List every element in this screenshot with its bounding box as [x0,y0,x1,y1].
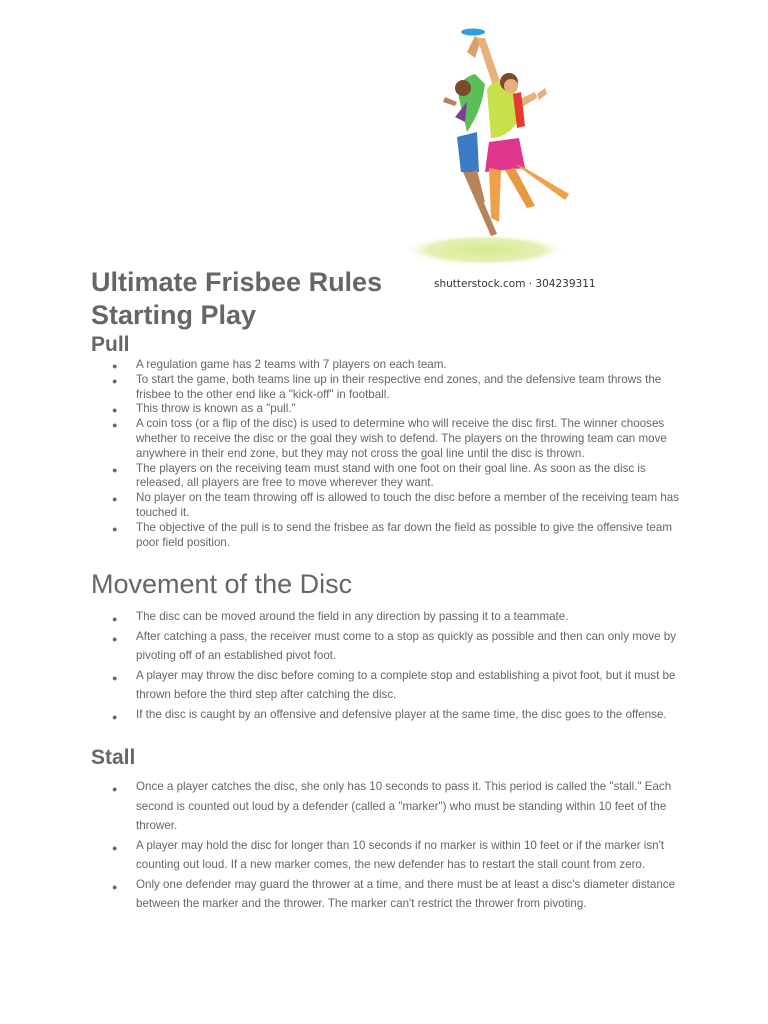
list-item: ● The objective of the pull is to send the frisbee as far down the field as possible to give the offensive team poor field position. [112,520,672,549]
bullet: ● [112,711,118,722]
movement-rules-list [110,607,685,724]
page-title: Ultimate Frisbee Rules [91,267,383,297]
list-item: ● A player may throw the disc before coming to a complete stop and establishing a pivot foot, but it must be thrown before the third step after catching the disc. [112,668,676,701]
list-item: ● If the disc is caught by an offensive and defensive player at the same time, the disc goes to the offense. [110,705,685,725]
bullet: ● [112,784,118,794]
bullet: ● [112,361,118,371]
list-item: ● A player may hold the disc for longer than 10 seconds if no marker is within 10 feet or if the marker isn't counting out loud. If a new marker comes, the new defender has to restart the stall count from zero. [112,838,665,871]
bullet: ● [112,523,118,534]
bullet: ● [112,672,118,683]
bullet: ● [112,375,118,386]
list-item: ● This throw is known as a "pull." [110,402,685,417]
list-item: ● The players on the receiving team must stand with one foot on their goal line. As soon as the disc is released, all players are free to move wherever they want. [112,461,646,490]
section-heading-movement: Movement of the Disc [91,569,353,599]
section-heading-starting-play: Starting Play [91,300,257,330]
list-item: ● Only one defender may guard the thrower at a time, and there must be at least a disc's diameter distance between the marker and the thrower. The marker can't restrict the thrower from pivoting. [112,877,676,910]
pull-rules-list [110,358,685,550]
list-item: ● To start the game, both teams line up in their respective end zones, and the defensive team throws the frisbee to the other end like a "kick-off" in football. [112,372,662,401]
bullet: ● [112,494,118,505]
bullet: ● [112,464,118,475]
list-item: ● A coin toss (or a flip of the disc) is used to determine who will receive the disc first. The winner chooses whether to receive the disc or the goal they wish to defend. The players on the throwing team can move anywhere in their end zone, but they may not cross the goal line until the disc is thrown. [112,417,667,460]
list-item: ● No player on the team throwing off is allowed to touch the disc before a member of the receiving team has touched it. [112,491,680,519]
bullet: ● [112,420,118,431]
list-item: ● A regulation game has 2 teams with 7 players on each team. [110,358,685,373]
subheading-pull: Pull [91,333,130,356]
bullet: ● [112,614,118,624]
list-item: ● The disc can be moved around the field in any direction by passing it to a teammate. [110,607,685,627]
image-credit: shutterstock.com · 304239311 [434,278,596,290]
bullet: ● [112,842,118,853]
frisbee-players-illustration [405,22,585,272]
section-heading-stall: Stall [91,746,136,769]
bullet: ● [112,405,118,416]
bullet: ● [112,881,118,892]
stall-rules-list [110,777,685,914]
list-item: ● After catching a pass, the receiver must come to a stop as quickly as possible and then can only move by pivoting off of an established pivot foot. [112,629,677,662]
bullet: ● [112,633,118,644]
list-item: ● Once a player catches the disc, she only has 10 seconds to pass it. This period is called the "stall." Each second is counted out loud by a defender (called a "marker") who must be standing within 10 feet of the thrower. [112,780,672,832]
